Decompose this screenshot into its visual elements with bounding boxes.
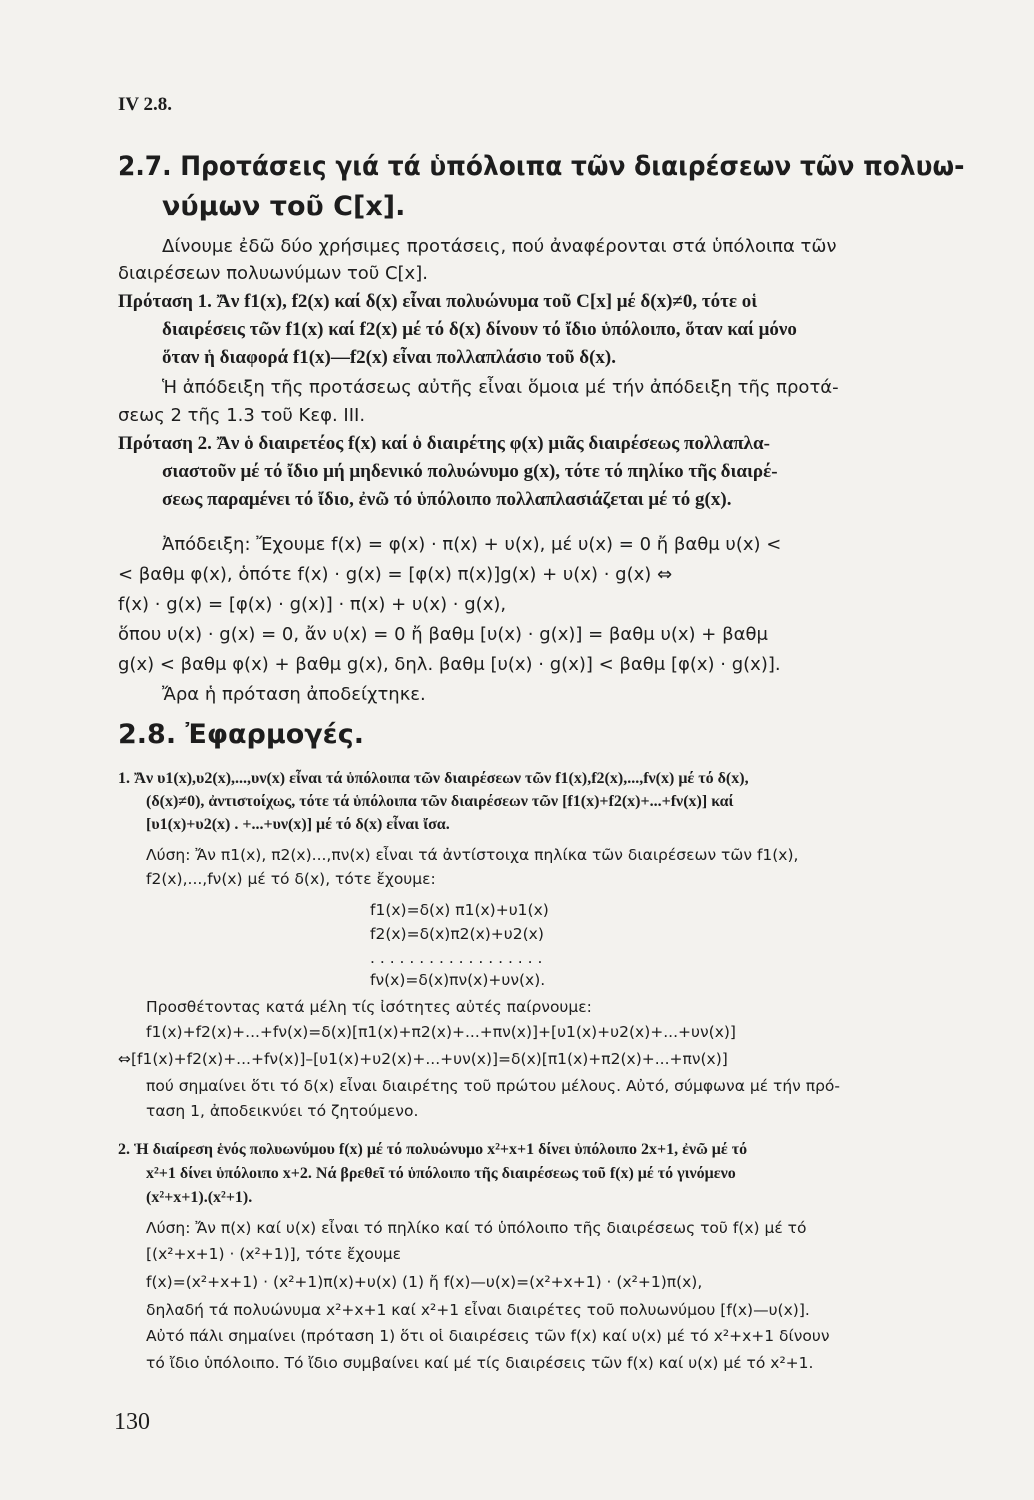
proof-2-line-6: Ἄρα ἡ πρόταση ἀποδείχτηκε.	[162, 684, 426, 705]
example-1-equation-1: f1(x)=δ(x) π1(x)+υ1(x)	[370, 901, 549, 919]
example-1-equation-ellipsis: . . . . . . . . . . . . . . . . . .	[370, 949, 543, 967]
example-1-solution-line-1: Λύση: Ἄν π1(x), π2(x)...,πν(x) εἶναι τά ἀντίστοιχα πηλίκα τῶν διαιρέσεων τῶν f1(x),	[146, 846, 799, 864]
intro-line-1: Δίνουμε ἐδῶ δύο χρήσιμες προτάσεις, πού ἀναφέρονται στά ὑπόλοιπα τῶν	[162, 236, 837, 257]
example-2-solution-line-1: Λύση: Ἄν π(x) καί υ(x) εἶναι τό πηλίκο καί τό ὑπόλοιπο τῆς διαιρέσεως τοῦ f(x) μέ τό	[146, 1219, 807, 1237]
proposition-2-line-3: σεως παραμένει τό ἴδιο, ἐνῶ τό ὑπόλοιπο πολλαπλασιάζεται μέ τό g(x).	[162, 489, 732, 510]
proof-2-line-5: g(x) < βαθμ φ(x) + βαθμ g(x), δηλ. βαθμ [υ(x) · g(x)] < βαθμ [φ(x) · g(x)].	[118, 654, 781, 675]
example-1-statement-line-3: [υ1(x)+υ2(x) . +...+υν(x)] μέ τό δ(x) εἶναι ἴσα.	[146, 816, 450, 833]
example-1-solution-line-2: f2(x),...,fν(x) μέ τό δ(x), τότε ἔχουμε:	[146, 870, 436, 888]
proposition-1-line-2: διαιρέσεις τῶν f1(x) καί f2(x) μέ τό δ(x) δίνουν τό ἴδιο ὑπόλοιπο, ὅταν καί μόνο	[162, 319, 797, 340]
example-2-solution-line-6: τό ἴδιο ὑπόλοιπο. Τό ἴδιο συμβαίνει καί μέ τίς διαιρέσεις τῶν f(x) καί υ(x) μέ τό x²+1.	[146, 1354, 814, 1372]
page-number: 130	[114, 1409, 150, 1435]
example-1-statement-line-2: (δ(x)≠0), ἀντιστοίχως, τότε τά ὑπόλοιπα τῶν διαιρέσεων τῶν [f1(x)+f2(x)+...+fν(x)] καί	[146, 793, 734, 810]
proof-2-line-3: f(x) · g(x) = [φ(x) · g(x)] · π(x) + υ(x) · g(x),	[118, 594, 507, 615]
example-2-solution-line-3: f(x)=(x²+x+1) · (x²+1)π(x)+υ(x) (1) ἤ f(x)—υ(x)=(x²+x+1) · (x²+1)π(x),	[146, 1273, 703, 1291]
example-1-equation-2: f2(x)=δ(x)π2(x)+υ2(x)	[370, 925, 544, 943]
proof-1-line-2: σεως 2 τῆς 1.3 τοῦ Κεφ. ΙΙΙ.	[118, 405, 366, 426]
proposition-1-line-1: Πρόταση 1. Ἄν f1(x), f2(x) καί δ(x) εἶναι πολυώνυμα τοῦ C[x] μέ δ(x)≠0, τότε οἱ	[118, 291, 758, 312]
section-2-7-title-line1: 2.7. Προτάσεις γιά τά ὑπόλοιπα τῶν διαιρέσεων τῶν πολυω-	[118, 151, 965, 182]
example-2-statement-line-2: x²+1 δίνει ὑπόλοιπο x+2. Νά βρεθεῖ τό ὑπόλοιπο τῆς διαιρέσεως τοῦ f(x) μέ τό γινόμενο	[146, 1165, 736, 1182]
intro-line-2: διαιρέσεων πολυωνύμων τοῦ C[x].	[118, 263, 428, 284]
example-1-after-line-3: ⇔[f1(x)+f2(x)+...+fν(x)]–[υ1(x)+υ2(x)+...+υν(x)]=δ(x)[π1(x)+π2(x)+...+πν(x)]	[118, 1050, 728, 1068]
proof-2-line-4: ὅπου υ(x) · g(x) = 0, ἄν υ(x) = 0 ἤ βαθμ [υ(x) · g(x)] = βαθμ υ(x) + βαθμ	[118, 624, 768, 645]
example-1-after-line-4: πού σημαίνει ὅτι τό δ(x) εἶναι διαιρέτης τοῦ πρώτου μέλους. Αὐτό, σύμφωνα μέ τήν πρό-	[146, 1077, 840, 1095]
example-1-after-line-2: f1(x)+f2(x)+...+fν(x)=δ(x)[π1(x)+π2(x)+...+πν(x)]+[υ1(x)+υ2(x)+...+υν(x)]	[146, 1023, 736, 1041]
proposition-2-line-2: σιαστοῦν μέ τό ἴδιο μή μηδενικό πολυώνυμο g(x), τότε τό πηλίκο τῆς διαιρέ-	[162, 461, 778, 482]
example-2-solution-line-2: [(x²+x+1) · (x²+1)], τότε ἔχουμε	[146, 1245, 402, 1263]
example-2-solution-line-4: δηλαδή τά πολυώνυμα x²+x+1 καί x²+1 εἶναι διαιρέτες τοῦ πολυωνύμου [f(x)—υ(x)].	[146, 1301, 810, 1319]
section-2-8-title: 2.8. Ἐφαρμογές.	[118, 719, 364, 750]
example-2-solution-line-5: Αὐτό πάλι σημαίνει (πρόταση 1) ὅτι οἱ διαιρέσεις τῶν f(x) καί υ(x) μέ τό x²+x+1 δίνουν	[146, 1327, 830, 1345]
example-2-statement-line-1: 2. Ἡ διαίρεση ἑνός πολυωνύμου f(x) μέ τό πολυώνυμο x²+x+1 δίνει ὑπόλοιπο 2x+1, ἐνῶ μέ τό	[118, 1141, 748, 1158]
section-2-7-title-line2: νύμων τοῦ C[x].	[162, 191, 406, 222]
proposition-1-line-3: ὅταν ἡ διαφορά f1(x)—f2(x) εἶναι πολλαπλάσιο τοῦ δ(x).	[162, 347, 616, 368]
example-1-equation-n: fν(x)=δ(x)πν(x)+υν(x).	[370, 971, 546, 989]
example-1-statement-line-1: 1. Ἄν υ1(x),υ2(x),...,υν(x) εἶναι τά ὑπόλοιπα τῶν διαιρέσεων τῶν f1(x),f2(x),...,fν(x) μέ τό δ(x),	[118, 770, 749, 787]
running-header: IV 2.8.	[118, 94, 173, 115]
proposition-2-line-1: Πρόταση 2. Ἄν ὁ διαιρετέος f(x) καί ὁ διαιρέτης φ(x) μιᾶς διαιρέσεως πολλαπλα-	[118, 433, 770, 454]
proof-1-line-1: Ἡ ἀπόδειξη τῆς προτάσεως αὐτῆς εἶναι ὅμοια μέ τήν ἀπόδειξη τῆς προτά-	[162, 377, 839, 398]
proof-2-line-1: Ἀπόδειξη: Ἔχουμε f(x) = φ(x) · π(x) + υ(x), μέ υ(x) = 0 ἤ βαθμ υ(x) <	[162, 534, 782, 555]
example-2-statement-line-3: (x²+x+1).(x²+1).	[146, 1189, 253, 1206]
proof-2-line-2: < βαθμ φ(x), ὁπότε f(x) · g(x) = [φ(x) π(x)]g(x) + υ(x) · g(x) ⇔	[118, 564, 673, 585]
example-1-after-line-1: Προσθέτοντας κατά μέλη τίς ἰσότητες αὐτές παίρνουμε:	[146, 998, 592, 1016]
example-1-after-line-5: ταση 1, ἀποδεικνύει τό ζητούμενο.	[146, 1102, 419, 1120]
